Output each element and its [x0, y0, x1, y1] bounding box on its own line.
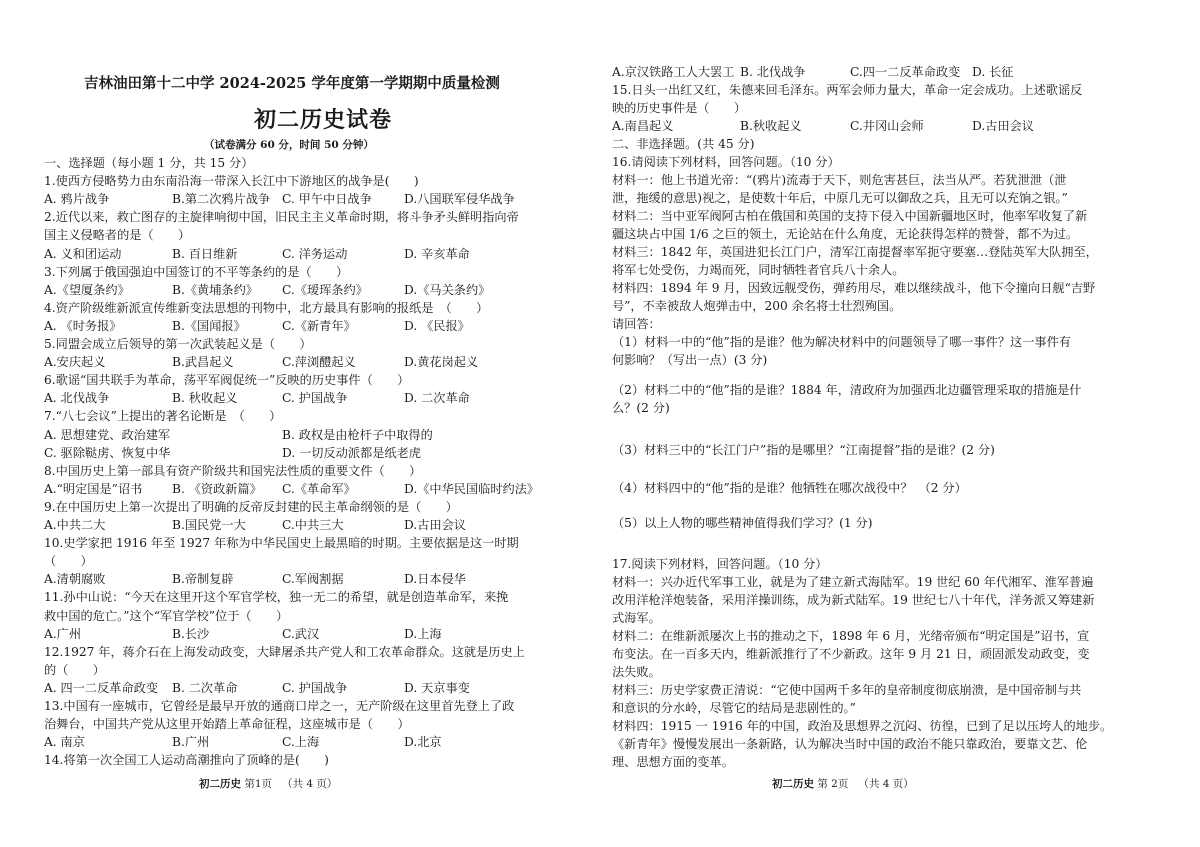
answer-option: A. 《时务报》: [44, 318, 122, 333]
text-line: 材料一：他上书道光帝：“(鸦片)流毒于天下，则危害甚巨，法当从严。若犹泄泄（泄: [612, 173, 1067, 187]
answer-option: C.四一二反革命政变: [850, 65, 961, 79]
text-line: 6.歌谣“国共联手为革命，荡平军阀促统一”反映的历史事件（ ）: [44, 373, 410, 388]
answer-option: C. 甲午中日战争: [282, 192, 372, 207]
answer-option: D.八国联军侵华战争: [404, 192, 515, 207]
text-line: 《新青年》慢慢发展出一条新路，认为解决当时中国的政治不能只靠政治，要靠文艺、伦: [612, 737, 1088, 751]
answer-option: B.秋收起义: [740, 119, 802, 133]
answer-option: B. 二次革命: [172, 680, 238, 695]
exam-header: 吉林油田第十二中学 2024-2025 学年度第一学期期中质量检测: [84, 75, 500, 92]
footer-subject: 初二历史: [199, 778, 241, 790]
text-line: 何影响？（写出一点）(3 分): [612, 353, 768, 367]
answer-option: B.《黄埔条约》: [172, 282, 258, 297]
text-line: 材料二：在维新派屡次上书的推动之下，1898 年 6 月，光绪帝颁布“明定国是”诏书，宣: [612, 629, 1090, 643]
answer-option: A. 四一二反革命政变: [44, 680, 159, 695]
answer-option: C. 洋务运动: [282, 246, 348, 261]
answer-option: A.中共二大: [44, 518, 106, 532]
text-line: 泄，拖缓的意思)视之，是使数十年后，中原几无可以御敌之兵，且无可以充饷之银。”: [612, 191, 1068, 205]
text-line: 2.近代以来，救亡图存的主旋律响彻中国，旧民主主义革命时期，将斗争矛头鲜明指向帝: [44, 210, 519, 225]
answer-option: C.《革命军》: [282, 481, 356, 496]
answer-option: B.第二次鸦片战争: [172, 192, 271, 207]
exam-title: 初二历史试卷: [254, 107, 393, 133]
text-line: 12.1927 年，蒋介石在上海发动政变，大肆屠杀共产党人和工农革命群众。这就是历史上: [44, 644, 525, 659]
text-line: 9.在中国历史上第一次提出了明确的反帝反封建的民主革命纲领的是（ ）: [44, 499, 458, 514]
text-line: 和意识的分水岭，尽管它的结局是悲剧性的。”: [612, 701, 856, 715]
footer-subject: 初二历史: [772, 778, 814, 790]
answer-option: A. 义和团运动: [44, 246, 122, 261]
answer-option: A. 思想建党、政治建军: [44, 427, 171, 442]
answer-option: A.广州: [44, 626, 82, 641]
answer-option: C. 护国战争: [282, 680, 348, 695]
answer-option: A.南昌起义: [612, 119, 674, 133]
answer-option: D.北京: [404, 735, 442, 750]
answer-option: D.上海: [404, 626, 442, 641]
text-line: 1.使西方侵略势力由东南沿海一带深入长江中下游地区的战争是( ): [44, 174, 419, 189]
answer-option: B.武昌起义: [172, 355, 234, 370]
text-line: 理、思想方面的变革。: [612, 755, 734, 769]
footer-total: （共 4 页）: [858, 778, 914, 790]
answer-option: C.武汉: [282, 626, 320, 641]
answer-option: D.日本侵华: [404, 572, 466, 587]
answer-option: D.古田会议: [404, 518, 466, 532]
text-line: 13.中国有一座城市，它曾经是最早开放的通商口岸之一，无产阶级在这里首先登上了政: [44, 699, 515, 713]
text-line: 14.将第一次全国工人运动高潮推向了顶峰的是( ): [44, 753, 329, 768]
text-line: 号”，不幸被敌人炮弹击中，200 余名将士壮烈殉国。: [612, 299, 902, 313]
text-line: 15.日头一出红又红，朱德来回毛泽东。两军会师力量大，革命一定会成功。上述歌谣反: [612, 83, 1083, 97]
text-line: 法失败。: [612, 665, 661, 679]
answer-option: D. 天京事变: [404, 680, 470, 695]
answer-option: B. 政权是由枪杆子中取得的: [282, 427, 433, 442]
answer-option: B. 秋收起义: [172, 391, 238, 406]
text-line: 16.请阅读下列材料，回答问题。（10 分）: [612, 155, 840, 169]
exam-note: （试卷满分 60 分，时间 50 分钟）: [204, 139, 374, 151]
answer-option: C.军阀割据: [282, 572, 344, 587]
text-line: 请回答：: [612, 317, 661, 331]
answer-option: B. 北伐战争: [740, 65, 806, 79]
answer-option: D.古田会议: [972, 119, 1034, 133]
text-line: 材料四：1915 一 1916 年的中国，政治及思想界之沉闷、彷徨，已到了足以压垮人的地步。: [612, 719, 1113, 733]
answer-option: A. 北伐战争: [44, 391, 110, 406]
text-line: 将军七处受伤，力竭而死，同时牺牲者官兵八十余人。: [612, 263, 905, 277]
answer-option: A.《望厦条约》: [44, 282, 130, 297]
answer-option: B. 《资政新篇》: [172, 481, 262, 496]
answer-option: D. 一切反动派都是纸老虎: [282, 445, 421, 460]
text-line: （2）材料二中的“他”指的是谁？1884 年，清政府为加强西北边疆管理采取的措施是什: [612, 383, 1082, 397]
text-line: 二、非选择题。(共 45 分): [612, 137, 755, 151]
text-line: 5.同盟会成立后领导的第一次武装起义是（ ）: [44, 337, 312, 351]
text-line: 映的历史事件是（ ）: [612, 101, 747, 115]
text-line: 国主义侵略者的是（ ）: [44, 228, 191, 243]
left-footer: [199, 776, 337, 791]
answer-option: D.《中华民国临时约法》: [404, 481, 540, 496]
text-line: 么？(2 分): [612, 401, 670, 415]
text-line: 一、选择题（每小题 1 分，共 15 分）: [44, 156, 254, 170]
text-line: 材料二：当中亚军阀阿古柏在俄国和英国的支持下侵入中国新疆地区时，他率军收复了新: [612, 209, 1088, 223]
answer-option: A.“明定国是”诏书: [44, 481, 143, 496]
text-line: 17.阅读下列材料，回答问题。（10 分）: [612, 557, 828, 571]
answer-option: B.广州: [172, 735, 210, 750]
text-line: 材料四：1894 年 9 月，因致远舰受伤，弹药用尽，难以继续战斗，他下令撞向日舰“吉野: [612, 281, 1096, 295]
text-line: 改用洋枪洋炮装备，采用洋操训练，成为新式陆军。19 世纪七八十年代，洋务派又筹建新: [612, 593, 1095, 607]
answer-option: A.清朝腐败: [44, 572, 106, 587]
text-line: 治舞台，中国共产党从这里开始踏上革命征程，这座城市是（ ）: [44, 717, 410, 732]
footer-total: （共 4 页）: [282, 778, 338, 790]
text-line: 8.中国历史上第一部具有资产阶级共和国宪法性质的重要文件（ ）: [44, 463, 422, 478]
text-line: （ ）: [44, 554, 93, 569]
answer-option: C.上海: [282, 735, 320, 750]
text-line: （5）以上人物的哪些精神值得我们学习？(1 分): [612, 516, 873, 530]
text-line: 材料三：1842 年，英国进犯长江门户，清军江南提督率军扼守要塞…登陆英军大队拥至，: [612, 245, 1098, 259]
text-line: 救中国的危亡。”这个“军官学校”位于（ ）: [44, 608, 289, 623]
text-line: 11.孙中山说：“今天在这里开这个军官学校，独一无二的希望，就是创造革命军，来挽: [44, 590, 509, 605]
answer-option: C.萍浏醴起义: [282, 355, 356, 370]
text-line: 材料三：历史学家费正清说：“它使中国两千多年的皇帝制度彻底崩溃，是中国帝制与共: [612, 683, 1082, 697]
text-line: （4）材料四中的“他”指的是谁？他牺牲在哪次战役中？ （2 分）: [612, 481, 967, 495]
text-line: 10.史学家把 1916 年至 1927 年称为中华民国史上最黑暗的时期。主要依据是这一时期: [44, 536, 519, 551]
answer-option: A.安庆起义: [44, 355, 106, 370]
page-right: [612, 0, 1160, 847]
text-line: 式海军。: [612, 611, 661, 625]
answer-option: D. 长征: [972, 65, 1014, 79]
answer-option: C.井冈山会师: [850, 119, 924, 133]
answer-option: B.帝制复辟: [172, 572, 234, 587]
answer-option: C. 护国战争: [282, 391, 348, 406]
answer-option: C.中共三大: [282, 518, 344, 532]
footer-page: 第 2页: [817, 778, 849, 790]
answer-option: D. 辛亥革命: [404, 246, 470, 261]
footer-page: 第1页: [244, 778, 273, 790]
answer-option: A. 鸦片战争: [44, 192, 110, 207]
answer-option: A. 南京: [44, 735, 85, 750]
text-line: 4.资产阶级维新派宣传维新变法思想的刊物中，北方最具有影响的报纸是 （ ）: [44, 300, 489, 315]
answer-option: C.《瑷珲条约》: [282, 282, 368, 297]
answer-option: D.黄花岗起义: [404, 355, 479, 370]
text-line: 3.下列属于俄国强迫中国签订的不平等条约的是（ ）: [44, 264, 349, 279]
text-line: 的（ ）: [44, 662, 105, 677]
answer-option: D. 《民报》: [404, 318, 470, 333]
answer-option: D.《马关条约》: [404, 282, 491, 297]
answer-option: B.国民党一大: [172, 518, 246, 532]
answer-option: B.长沙: [172, 626, 210, 641]
answer-option: C. 驱除鞑虏、恢复中华: [44, 445, 171, 460]
text-line: 材料一：兴办近代军事工业，就是为了建立新式海陆军。19 世纪 60 年代湘军、淮军普遍: [612, 575, 1094, 589]
answer-option: B. 百日维新: [172, 246, 238, 261]
text-line: （3）材料三中的“长江门户”指的是哪里？“江南提督”指的是谁？(2 分): [612, 443, 995, 457]
text-line: 疆这块占中国 1/6 之巨的领土，无论站在什么角度，无论获得怎样的赞誉，都不为过。: [612, 227, 1079, 241]
answer-option: A.京汉铁路工人大罢工: [612, 65, 735, 79]
text-line: 布变法。在一百多天内，维新派推行了不少新政。这年 9 月 21 日，顽固派发动政变，变: [612, 647, 1090, 661]
answer-option: D. 二次革命: [404, 391, 470, 406]
right-footer: [772, 776, 914, 791]
answer-option: B.《国闻报》: [172, 318, 246, 333]
page-left: [44, 0, 584, 847]
text-line: （1）材料一中的“他”指的是谁？他为解决材料中的问题领导了哪一事件？这一事件有: [612, 335, 1071, 349]
text-line: 7.“八七会议”上提出的著名论断是 （ ）: [44, 409, 282, 424]
answer-option: C.《新青年》: [282, 318, 356, 333]
